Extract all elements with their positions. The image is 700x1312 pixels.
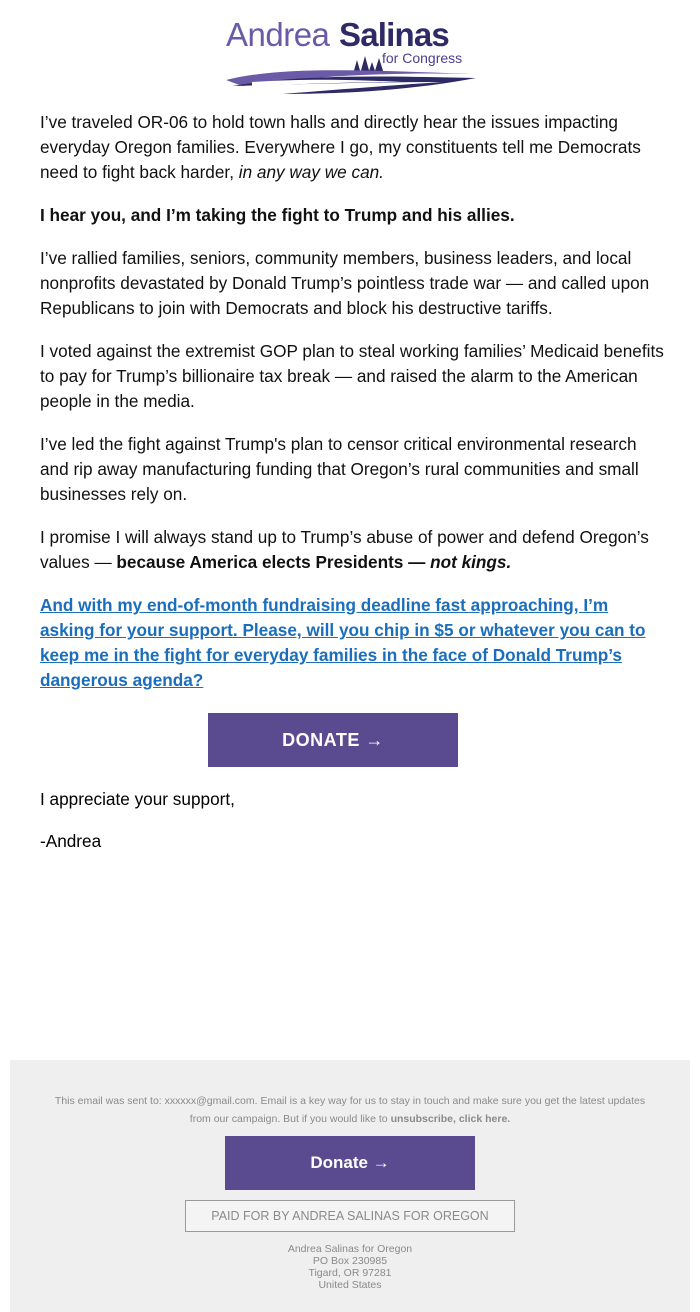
paragraph-hear-you: I hear you, and I’m taking the fight to Trump and his allies. bbox=[40, 205, 515, 225]
closing-line: I appreciate your support, bbox=[40, 789, 235, 809]
paragraph-town-halls bbox=[40, 110, 666, 185]
address-line: United States bbox=[318, 1279, 382, 1291]
paragraph-text: I’ve traveled OR-06 to hold town halls and directly hear the issues impacting everyday Oregon families. Everywhere I go, my constituents tell me Democrats need to fight back harder, bbox=[40, 112, 641, 182]
footer-donate-button[interactable]: Donate → bbox=[225, 1136, 475, 1190]
logo-first-name: Andrea bbox=[226, 16, 330, 53]
paragraph-medicaid: I voted against the extremist GOP plan to steal working families’ Medicaid benefits to pay for Trump’s billionaire tax break — and raised the alarm to the American people in the media. bbox=[40, 341, 664, 411]
paragraph-bold-text: because America elects Presidents — bbox=[116, 552, 431, 572]
paragraph-bold-italic-text: not kings. bbox=[430, 552, 512, 572]
paragraph-promise bbox=[40, 525, 666, 575]
signature: -Andrea bbox=[40, 831, 102, 851]
mailing-address bbox=[10, 1243, 690, 1291]
donate-button-wrap bbox=[40, 713, 666, 767]
unsubscribe-link[interactable]: unsubscribe, click here. bbox=[390, 1113, 511, 1125]
address-line: PO Box 230985 bbox=[312, 1255, 388, 1267]
logo-landscape-icon bbox=[222, 52, 478, 98]
paragraph-italic-text: in any way we can. bbox=[238, 162, 384, 182]
paragraph-text: I promise I will always stand up to Trump’s abuse of power and defend Oregon’s values — bbox=[40, 527, 649, 572]
address-line: Andrea Salinas for Oregon bbox=[287, 1243, 413, 1255]
footer-notice-text: This email was sent to: xxxxxx@gmail.com. Email is a key way for us to stay in touch and make sure you get the latest updates from our campaign. But if you would like to bbox=[54, 1095, 646, 1125]
email-body bbox=[40, 110, 666, 854]
fundraising-cta-link[interactable]: And with my end-of-month fundraising deadline fast approaching, I’m asking for your support. Please, will you chip in $5 or whatever you can to keep me in the fight for everyday families in the face of Donald Trump’s dangerous agenda? bbox=[40, 595, 646, 690]
address-line: Tigard, OR 97281 bbox=[308, 1267, 392, 1279]
paragraph-environment: I’ve led the fight against Trump's plan to censor critical environmental research and rip away manufacturing funding that Oregon’s rural communities and small businesses rely on. bbox=[40, 434, 639, 504]
donate-button[interactable]: DONATE → bbox=[208, 713, 458, 767]
paragraph-trade-war: I’ve rallied families, seniors, community members, business leaders, and local nonprofits devastated by Donald Trump’s pointless trade war — and called upon Republicans to join with Democrats and block his destructive tariffs. bbox=[40, 248, 650, 318]
email-footer bbox=[10, 1060, 690, 1312]
logo-last-name: Salinas bbox=[339, 16, 449, 53]
logo-lockup bbox=[222, 14, 478, 98]
campaign-logo bbox=[0, 14, 700, 98]
footer-notice bbox=[50, 1092, 650, 1128]
logo-subtitle: for Congress bbox=[382, 50, 463, 66]
paid-for-disclaimer: PAID FOR BY ANDREA SALINAS FOR OREGON bbox=[185, 1200, 515, 1232]
